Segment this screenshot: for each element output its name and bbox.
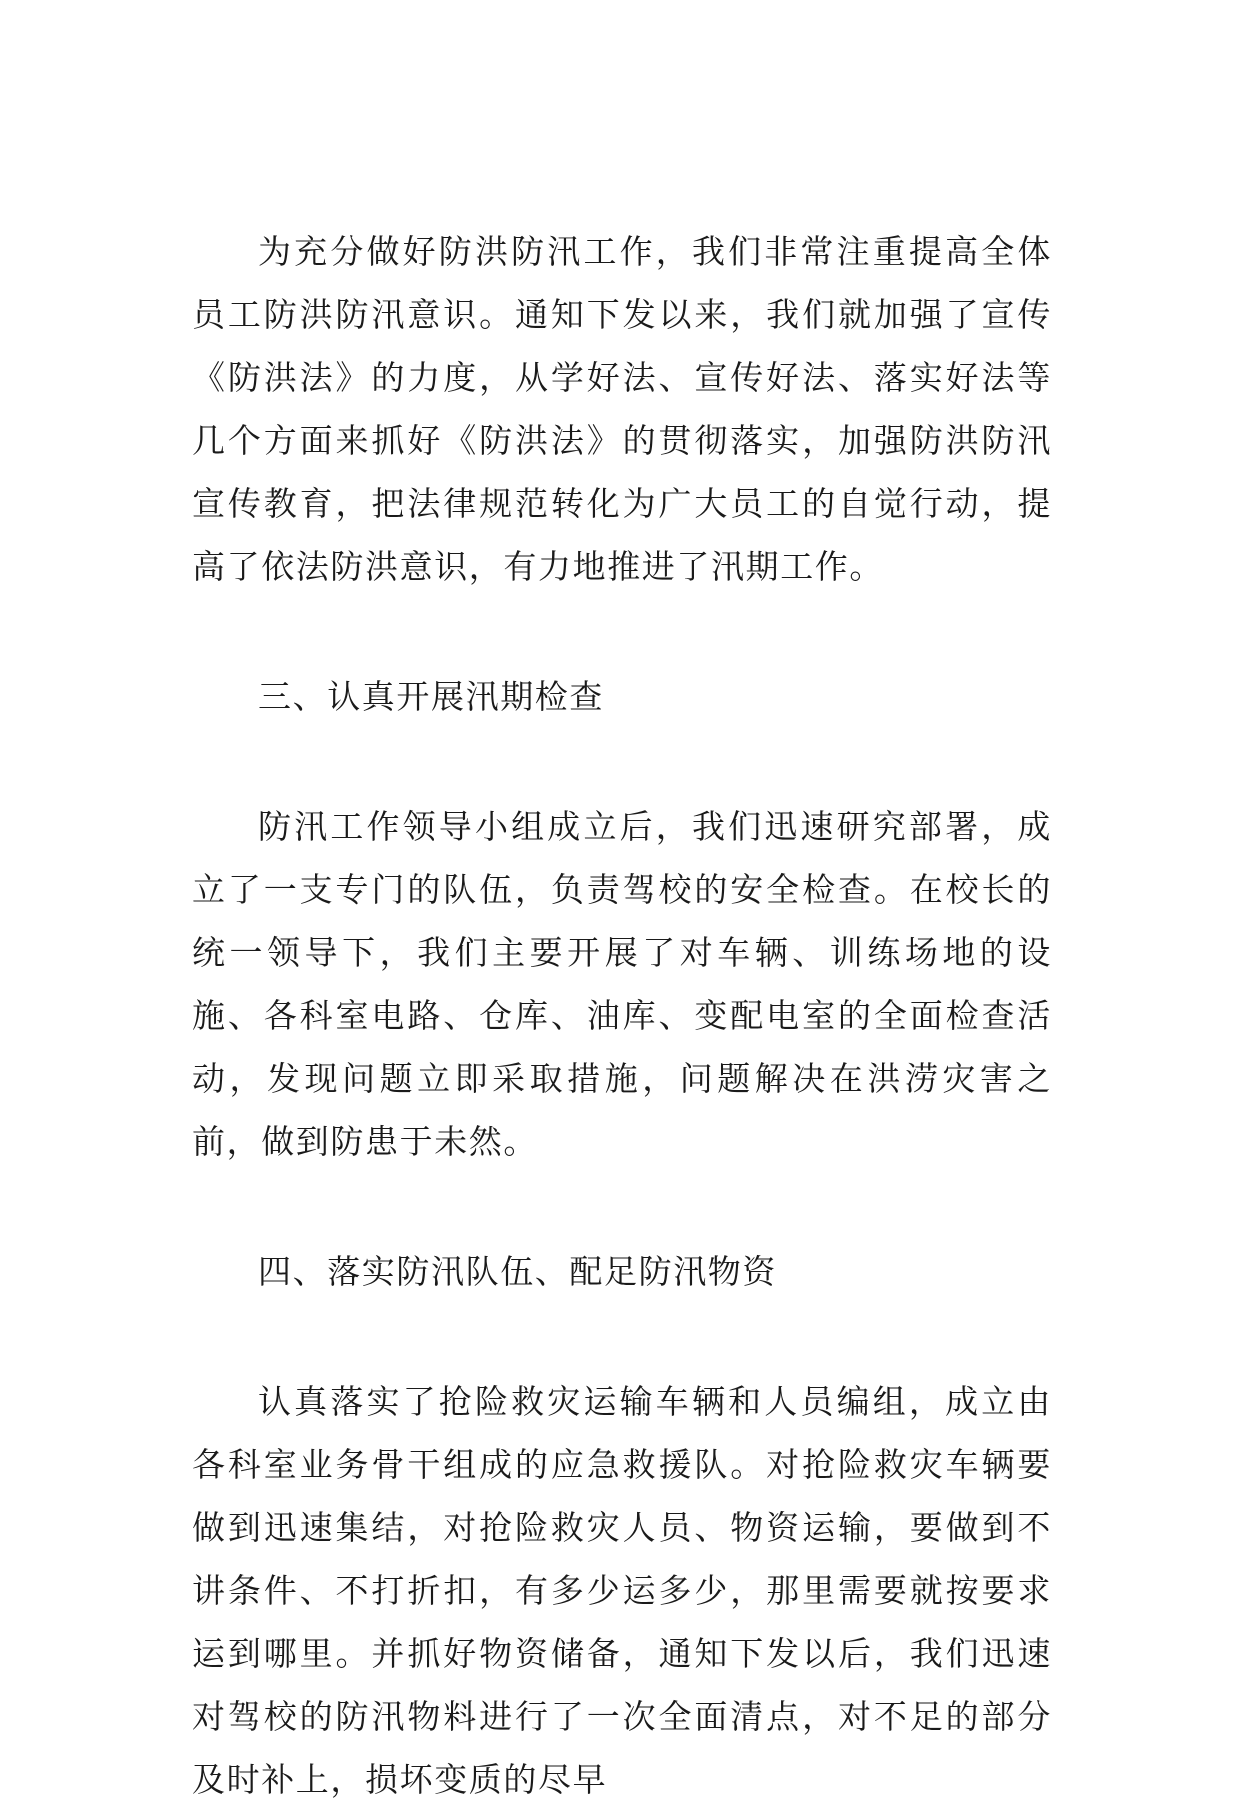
section-heading-inspection: 三、认真开展汛期检查 xyxy=(258,677,604,716)
paragraph-inspection: 防汛工作领导小组成立后，我们迅速研究部署，成立了一支专门的队伍，负责驾校的安全检查。在校长的统一领导下，我们主要开展了对车辆、训练场地的设施、各科室电路、仓库、油库、变配电室的全面检查活动，发现问题立即采取措施，问题解决在洪涝灾害之前，做到防患于未然。 xyxy=(192,807,1052,1161)
paragraph-awareness: 为充分做好防洪防汛工作，我们非常注重提高全体员工防洪防汛意识。通知下发以来，我们就加强了宣传《防洪法》的力度，从学好法、宣传好法、落实好法等几个方面来抓好《防洪法》的贯彻落实，加强防洪防汛宣传教育，把法律规范转化为广大员工的自觉行动，提高了依法防洪意识，有力地推进了汛期工作。 xyxy=(192,232,1052,586)
paragraph-supplies: 认真落实了抢险救灾运输车辆和人员编组，成立由各科室业务骨干组成的应急救援队。对抢险救灾车辆要做到迅速集结，对抢险救灾人员、物资运输，要做到不讲条件、不打折扣，有多少运多少，那里需要就按要求运到哪里。并抓好物资储备，通知下发以后，我们迅速对驾校的防汛物料进行了一次全面清点，对不足的部分及时补上，损坏变质的尽早 xyxy=(192,1382,1052,1799)
section-heading-supplies: 四、落实防汛队伍、配足防汛物资 xyxy=(258,1252,777,1291)
document-body xyxy=(192,220,1052,1811)
